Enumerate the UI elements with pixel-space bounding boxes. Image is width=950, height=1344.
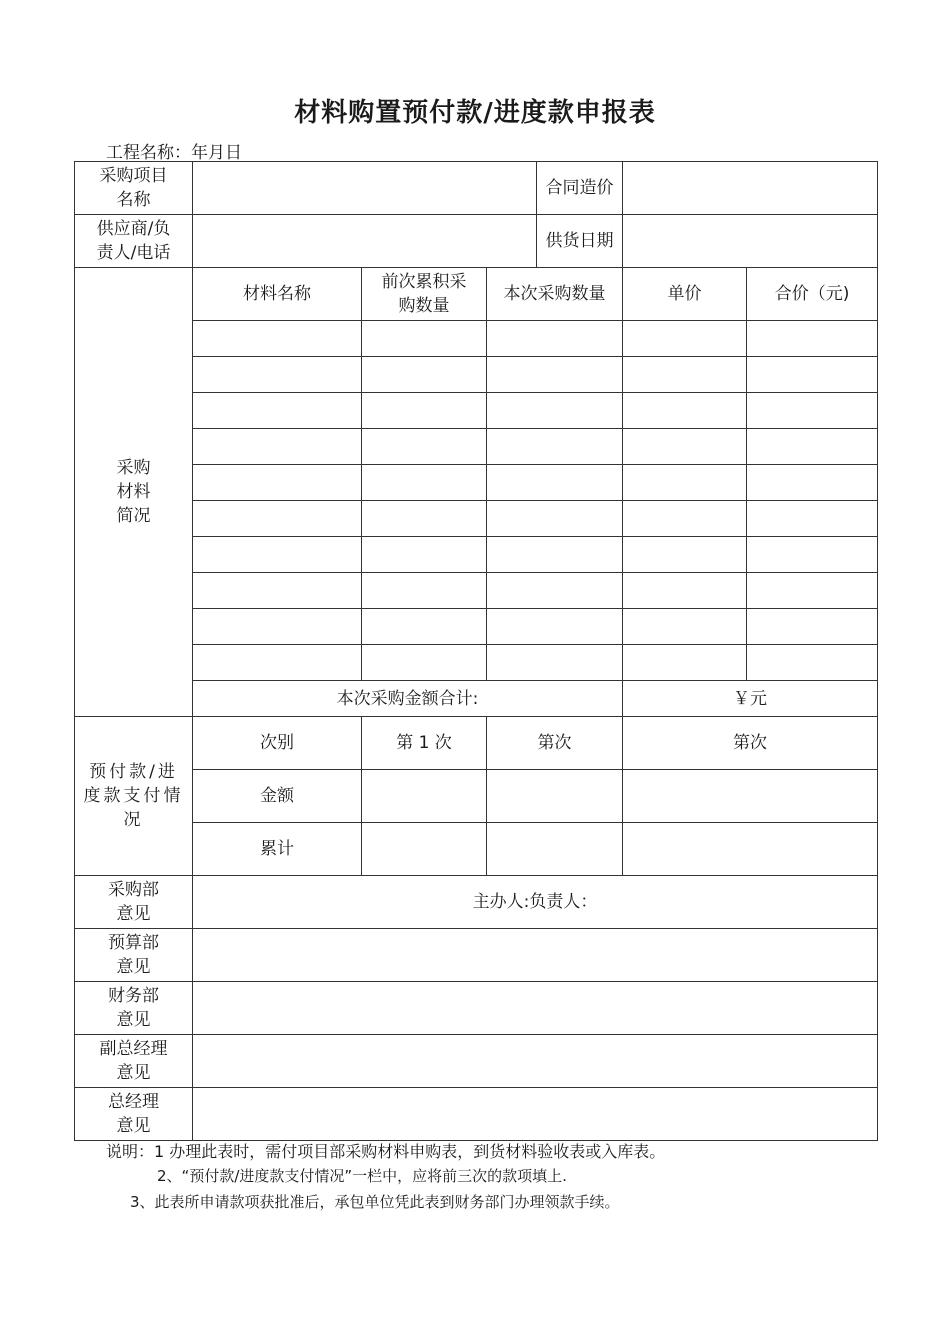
material-cell[interactable] [747, 393, 878, 429]
payment-row-label-cumulative: 累计 [193, 823, 362, 876]
material-cell[interactable] [193, 321, 362, 357]
material-cell[interactable] [747, 357, 878, 393]
gm-opinion[interactable] [193, 1088, 878, 1141]
material-cell[interactable] [487, 537, 623, 573]
material-cell[interactable] [747, 465, 878, 501]
payment-cumulative-cell[interactable] [623, 823, 878, 876]
contract-price-label: 合同造价 [537, 162, 623, 215]
material-cell[interactable] [747, 429, 878, 465]
material-cell[interactable] [362, 609, 487, 645]
application-form-table [74, 161, 878, 1141]
material-cell[interactable] [623, 393, 747, 429]
material-cell[interactable] [362, 645, 487, 681]
supply-date-label: 供货日期 [537, 215, 623, 268]
material-cell[interactable] [487, 465, 623, 501]
material-cell[interactable] [487, 645, 623, 681]
purchase-item-label: 采购项目 名称 [75, 162, 193, 215]
budget-dept-label: 预算部 意见 [75, 929, 193, 982]
note-2: 2、“预付款/进度款支付情况”一栏中，应将前三次的款项填上. [157, 1167, 567, 1185]
material-cell[interactable] [487, 609, 623, 645]
note-1: 说明：1 办理此表时，需付项目部采购材料申购表，到货材料验收表或入库表。 [106, 1142, 666, 1161]
col-material-name: 材料名称 [193, 268, 362, 321]
material-row [75, 465, 878, 501]
form-title: 材料购置预付款/进度款申报表 [294, 98, 656, 128]
material-cell[interactable] [487, 501, 623, 537]
material-cell[interactable] [193, 609, 362, 645]
material-cell[interactable] [747, 501, 878, 537]
gm-label: 总经理 意见 [75, 1088, 193, 1141]
material-row [75, 393, 878, 429]
material-cell[interactable] [487, 393, 623, 429]
material-cell[interactable] [623, 645, 747, 681]
material-cell[interactable] [193, 573, 362, 609]
finance-dept-label: 财务部 意见 [75, 982, 193, 1035]
material-cell[interactable] [193, 537, 362, 573]
purchase-total-value[interactable]: ￥元 [623, 681, 878, 717]
material-cell[interactable] [747, 645, 878, 681]
material-row [75, 573, 878, 609]
material-cell[interactable] [193, 393, 362, 429]
finance-dept-opinion[interactable] [193, 982, 878, 1035]
note-3: 3、此表所申请款项获批准后，承包单位凭此表到财务部门办理领款手续。 [130, 1193, 620, 1211]
col-prev-qty: 前次累积采 购数量 [362, 268, 487, 321]
material-cell[interactable] [193, 465, 362, 501]
material-cell[interactable] [362, 465, 487, 501]
material-cell[interactable] [362, 429, 487, 465]
instalment-2: 第次 [487, 717, 623, 770]
material-cell[interactable] [487, 573, 623, 609]
col-this-qty: 本次采购数量 [487, 268, 623, 321]
material-cell[interactable] [747, 537, 878, 573]
material-cell[interactable] [623, 501, 747, 537]
material-cell[interactable] [487, 429, 623, 465]
material-cell[interactable] [362, 537, 487, 573]
material-cell[interactable] [362, 573, 487, 609]
purchase-item-field[interactable] [193, 162, 537, 215]
payment-cumulative-cell[interactable] [362, 823, 487, 876]
material-cell[interactable] [193, 429, 362, 465]
payment-amount-cell[interactable] [487, 770, 623, 823]
payment-amount-cell[interactable] [623, 770, 878, 823]
material-cell[interactable] [623, 573, 747, 609]
payment-row-label-amount: 金额 [193, 770, 362, 823]
material-cell[interactable] [623, 465, 747, 501]
material-cell[interactable] [193, 357, 362, 393]
material-cell[interactable] [487, 321, 623, 357]
material-row [75, 609, 878, 645]
vice-gm-opinion[interactable] [193, 1035, 878, 1088]
material-row [75, 537, 878, 573]
material-cell[interactable] [362, 357, 487, 393]
materials-section-label: 采购 材料 简况 [75, 268, 193, 717]
material-cell[interactable] [747, 573, 878, 609]
contract-price-field[interactable] [623, 162, 878, 215]
material-cell[interactable] [362, 501, 487, 537]
material-cell[interactable] [362, 321, 487, 357]
col-unit-price: 单价 [623, 268, 747, 321]
material-cell[interactable] [193, 501, 362, 537]
material-cell[interactable] [747, 609, 878, 645]
supply-date-field[interactable] [623, 215, 878, 268]
supplier-label: 供应商/负 责人/电话 [75, 215, 193, 268]
material-cell[interactable] [623, 429, 747, 465]
material-cell[interactable] [623, 357, 747, 393]
vice-gm-label: 副总经理 意见 [75, 1035, 193, 1088]
payment-row-label-period: 次别 [193, 717, 362, 770]
material-cell[interactable] [747, 321, 878, 357]
instalment-3: 第次 [623, 717, 878, 770]
material-row [75, 429, 878, 465]
material-row [75, 321, 878, 357]
instalment-1: 第 1 次 [362, 717, 487, 770]
project-name-line: 工程名称：年月日 [106, 143, 242, 163]
purchase-dept-opinion[interactable]: 主办人:负责人： [193, 876, 878, 929]
payment-cumulative-cell[interactable] [487, 823, 623, 876]
material-cell[interactable] [362, 393, 487, 429]
material-cell[interactable] [623, 321, 747, 357]
material-row [75, 501, 878, 537]
material-cell[interactable] [623, 537, 747, 573]
col-total-price: 合价（元) [747, 268, 878, 321]
material-row [75, 357, 878, 393]
material-cell[interactable] [623, 609, 747, 645]
payment-section-label: 预付款/进 度款支付情 况 [75, 717, 193, 876]
budget-dept-opinion[interactable] [193, 929, 878, 982]
purchase-total-label: 本次采购金额合计: [193, 681, 623, 717]
payment-amount-cell[interactable] [362, 770, 487, 823]
material-cell[interactable] [487, 357, 623, 393]
purchase-dept-label: 采购部 意见 [75, 876, 193, 929]
material-cell[interactable] [193, 645, 362, 681]
material-row [75, 645, 878, 681]
supplier-field[interactable] [193, 215, 537, 268]
